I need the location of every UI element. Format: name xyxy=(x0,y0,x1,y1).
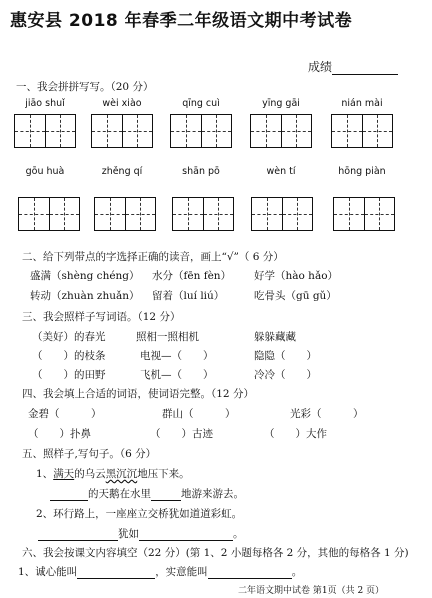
sentence-text: 地压下来。 xyxy=(137,468,190,480)
writing-grid[interactable] xyxy=(170,114,232,148)
writing-grid[interactable] xyxy=(251,197,313,231)
pinyin-label: zhěng qí xyxy=(101,166,143,177)
answer-blank[interactable] xyxy=(50,489,88,501)
idiom-blank-item[interactable]: （ ）大作 xyxy=(264,428,327,440)
pinyin-label: nián mài xyxy=(341,98,383,109)
writing-grid[interactable] xyxy=(18,197,80,231)
score-label: 成绩 xyxy=(308,60,333,74)
reading-choice[interactable]: 好学（hào hǎo） xyxy=(254,270,339,282)
pinyin-label: yīng gāi xyxy=(262,98,300,109)
sentence-fill-1 xyxy=(50,486,244,501)
q4-heading: 四、我会填上合适的词语，使词语完整。（12 分） xyxy=(22,388,254,400)
wavy-underlined-word: 黑沉沉 xyxy=(105,468,138,480)
q3-heading: 三、我会照样子写词语。（12 分） xyxy=(22,311,181,323)
q6-heading: 六、我会按课文内容填空（22 分）(第 1、2 小题每格各 2 分，其他的每格各 1 分) xyxy=(22,547,409,559)
sentence-example-1 xyxy=(36,466,190,481)
q5-heading: 五、照样子,写句子。（6 分） xyxy=(22,448,157,460)
reading-choice[interactable]: 转动（zhuàn zhuǎn） xyxy=(30,290,140,302)
sentence-text: 。 xyxy=(233,528,244,540)
sentence-example-2: 2、环行路上，一座座立交桥犹如道道彩虹。 xyxy=(36,508,243,520)
sentence-text: 的乌云 xyxy=(74,468,106,480)
sentence-text: 犹如 xyxy=(118,528,139,540)
exam-title: 惠安县 2018 年春季二年级语文期中考试卷 xyxy=(10,11,353,31)
answer-blank[interactable] xyxy=(38,529,118,541)
sentence-text: 的天鹅在水里 xyxy=(88,488,151,500)
answer-blank[interactable] xyxy=(151,489,181,501)
writing-grid[interactable] xyxy=(94,197,156,231)
idiom-blank-item[interactable]: 光彩（ ） xyxy=(290,408,364,420)
idiom-blank-item[interactable]: （ ）扑鼻 xyxy=(28,428,91,440)
writing-grid[interactable] xyxy=(172,197,234,231)
pinyin-label: gōu huà xyxy=(25,166,65,177)
fill-line-1 xyxy=(18,564,302,579)
answer-blank[interactable] xyxy=(139,529,233,541)
sentence-fill-2 xyxy=(38,526,244,541)
pinyin-label: shān pō xyxy=(182,166,220,177)
pinyin-label: jiāo shuǐ xyxy=(25,98,65,109)
idiom-blank-item[interactable]: 群山（ ） xyxy=(162,408,236,420)
idiom-blank-item[interactable]: 金碧（ ） xyxy=(28,408,102,420)
word-item: 躲躲藏藏 xyxy=(254,331,296,343)
reading-choice[interactable]: 水分（fēn fèn） xyxy=(152,270,232,282)
score-blank[interactable] xyxy=(332,62,398,75)
writing-grid[interactable] xyxy=(250,114,312,148)
reading-choice[interactable]: 盛满（shèng chéng） xyxy=(30,270,140,282)
reading-choice[interactable]: 吃骨头（gū gǔ） xyxy=(254,290,337,302)
answer-blank[interactable] xyxy=(208,567,292,579)
sentence-text: ，实意能叫 xyxy=(155,566,208,578)
word-blank-item[interactable]: 飞机—（ ） xyxy=(140,369,214,381)
pinyin-label: qīng cuì xyxy=(182,98,220,109)
sentence-number: 1、 xyxy=(36,468,54,480)
q2-heading: 二、给下列带点的字选择正确的读音，画上“√”（ 6 分） xyxy=(22,251,284,263)
answer-blank[interactable] xyxy=(77,567,155,579)
sentence-text: 。 xyxy=(291,566,303,578)
word-blank-item[interactable]: （ ）的田野 xyxy=(32,369,106,381)
underlined-word: 满天 xyxy=(53,468,75,480)
word-blank-item[interactable]: （ ）的枝条 xyxy=(32,350,106,362)
word-item: 照相一照相机 xyxy=(136,331,199,343)
writing-grid[interactable] xyxy=(331,114,393,148)
word-blank-item[interactable]: 电视—（ ） xyxy=(140,350,214,362)
pinyin-label: hōng piàn xyxy=(338,166,386,177)
word-blank-item[interactable]: 冷冷（ ） xyxy=(254,369,317,381)
sentence-text: 1、诚心能叫 xyxy=(18,566,78,578)
writing-grid[interactable] xyxy=(14,114,76,148)
word-item: （美好）的春光 xyxy=(32,331,106,343)
writing-grid[interactable] xyxy=(91,114,153,148)
idiom-blank-item[interactable]: （ ）古迹 xyxy=(150,428,213,440)
pinyin-label: wèn tí xyxy=(266,166,296,177)
pinyin-label: wèi xiào xyxy=(102,98,142,109)
page-footer: 二年语文期中试卷 第1页（共 2 页） xyxy=(238,586,385,596)
writing-grid[interactable] xyxy=(333,197,395,231)
q1-heading: 一、我会拼拼写写。（20 分） xyxy=(16,81,154,93)
sentence-text: 地游来游去。 xyxy=(181,488,244,500)
reading-choice[interactable]: 留着（luí liú） xyxy=(152,290,225,302)
word-blank-item[interactable]: 隐隐（ ） xyxy=(254,350,317,362)
score-field xyxy=(308,58,398,75)
